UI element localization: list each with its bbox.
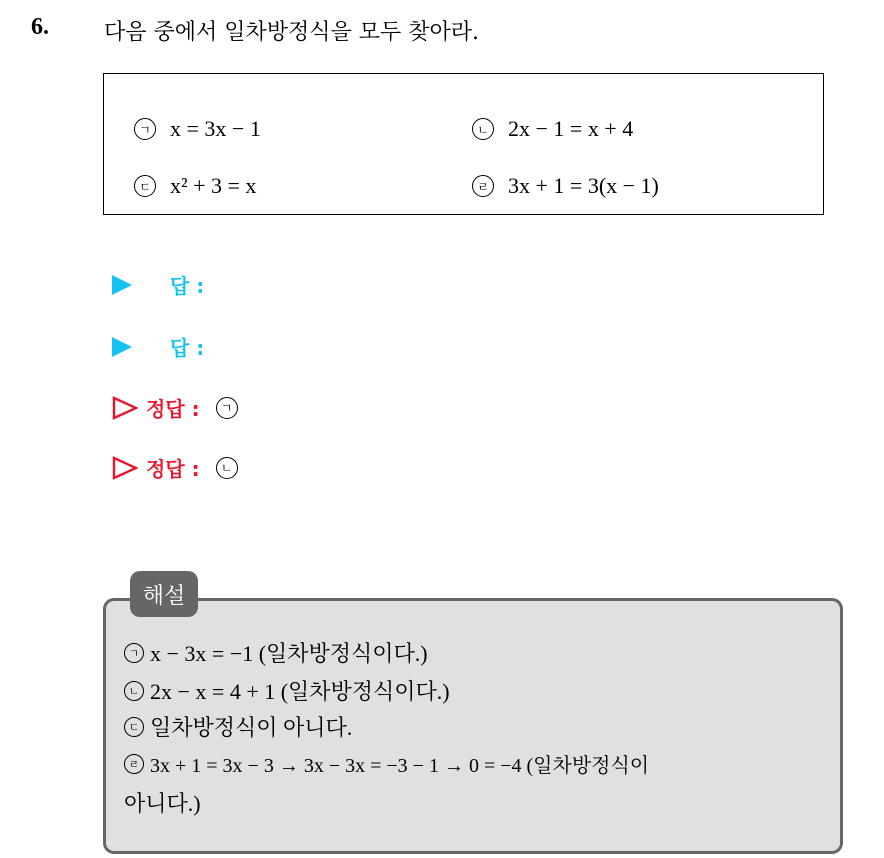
solution-marker: ㄱ (124, 643, 144, 663)
correct-answer-value: ㄱ (216, 397, 238, 419)
solution-text: 2x − x = 4 + 1 (일차방정식이다.) (150, 679, 450, 704)
solution-tab: 해설 (130, 571, 198, 617)
choice-expression: x² + 3 = x (170, 173, 257, 198)
answer-label: 답 : (170, 274, 205, 298)
outline-triangle-icon (112, 396, 138, 420)
choice-expression: x = 3x − 1 (170, 116, 261, 141)
choice-2 (472, 116, 633, 142)
choice-expression: 2x − 1 = x + 4 (508, 116, 634, 141)
play-triangle-icon (112, 337, 132, 357)
answer-row-2 (112, 332, 204, 361)
question-number: 6. (31, 14, 49, 40)
choice-marker: ㄷ (134, 175, 156, 197)
choice-3 (134, 173, 256, 199)
solution-marker: ㄷ (124, 717, 144, 737)
solution-line-3 (124, 711, 352, 742)
choice-expression: 3x + 1 = 3(x − 1) (508, 173, 659, 198)
choice-1 (134, 116, 261, 142)
solution-text: 일차방정식이 아니다. (150, 715, 353, 740)
correct-answer-value: ㄴ (216, 457, 238, 479)
solution-marker: ㄴ (124, 681, 144, 701)
outline-triangle-icon (112, 456, 138, 480)
answer-label: 답 : (170, 336, 205, 360)
choice-marker: ㄹ (472, 175, 494, 197)
choices-box (103, 73, 824, 215)
solution-text: 3x + 1 = 3x − 3 → 3x − 3x = −3 − 1 → 0 = −4 (일차방정식이 (150, 755, 650, 777)
correct-answer-label: 정답 : (146, 397, 200, 421)
correct-answer-row-2 (112, 453, 252, 482)
choice-4 (472, 173, 659, 199)
choice-marker: ㄴ (472, 118, 494, 140)
question-text: 다음 중에서 일차방정식을 모두 찾아라. (104, 20, 479, 45)
solution-line-5 (124, 787, 201, 818)
solution-marker: ㄹ (124, 754, 144, 774)
solution-text: x − 3x = −1 (일차방정식이다.) (150, 641, 428, 666)
play-triangle-icon (112, 275, 132, 295)
solution-line-1 (124, 637, 428, 668)
answer-row-1 (112, 270, 204, 299)
solution-text: 아니다.) (124, 791, 201, 816)
solution-line-4 (124, 749, 649, 778)
choice-marker: ㄱ (134, 118, 156, 140)
correct-answer-label: 정답 : (146, 457, 200, 481)
solution-line-2 (124, 675, 450, 706)
correct-answer-row-1 (112, 393, 252, 422)
